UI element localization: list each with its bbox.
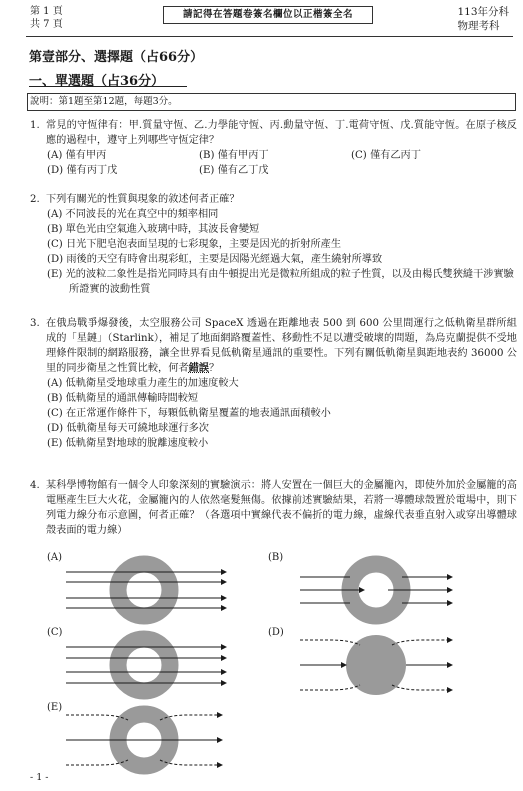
question-number: 4. bbox=[30, 480, 40, 491]
header-page-total: 共 7 頁 bbox=[30, 19, 63, 30]
conducting-sphere bbox=[346, 635, 406, 695]
question-number: 2. bbox=[30, 194, 40, 205]
option-d: (D) 雨後的天空有時會出現彩虹，主要是因陽光經過大氣，產生繞射所導致 bbox=[47, 254, 383, 265]
diagram-e bbox=[66, 714, 222, 766]
option-e: (E) 光的波粒二象性是指光同時具有由牛頓提出光是微粒所組成的粒子性質，以及由楊氏雙狹縫干涉實驗所證實的波動性質 bbox=[47, 269, 514, 295]
diagram-d bbox=[300, 635, 452, 695]
field-line bbox=[392, 685, 452, 690]
question-text: 下列有關光的性質與現象的敘述何者正確？ bbox=[46, 194, 240, 205]
header-notice: 請記得在答題卷簽名欄位以正楷簽全名 bbox=[163, 6, 373, 24]
emphasis-word: 錯誤 bbox=[188, 362, 209, 374]
diagram-label-c: (C) bbox=[47, 627, 63, 638]
header-year-subject: 113年分科 bbox=[457, 6, 509, 18]
diagram-label-e: (E) bbox=[47, 702, 63, 713]
question-text-end: ？ bbox=[209, 363, 220, 374]
field-line bbox=[392, 640, 452, 645]
option-c: (C) 日光下肥皂泡表面呈現的七彩現象，主要是因光的折射所產生 bbox=[47, 239, 342, 250]
option-d: (D) 低軌衛星每天可繞地球運行多次 bbox=[47, 423, 209, 434]
option-a: (A) 不同波長的光在真空中的頻率相同 bbox=[47, 209, 219, 220]
option-b: (B) 低軌衛星的通訊傳輸時間較短 bbox=[47, 393, 199, 404]
header-page-number: 第 1 頁 bbox=[30, 6, 63, 17]
instructions-box: 說明：第1題至第12題，每題3分。 bbox=[27, 93, 516, 111]
field-line bbox=[300, 640, 360, 645]
option-d: (D) 僅有丙丁戊 bbox=[47, 165, 118, 176]
option-e: (E) 僅有乙丁戊 bbox=[199, 165, 269, 176]
diagram-b bbox=[300, 564, 452, 616]
diagram-c bbox=[66, 639, 226, 691]
option-c: (C) 僅有乙丙丁 bbox=[351, 150, 421, 161]
diagram-label-a: (A) bbox=[47, 552, 63, 563]
option-c: (C) 在正常運作條件下，每顆低軌衛星覆蓋的地表通訊面積較小 bbox=[47, 408, 331, 419]
option-b: (B) 單色光由空氣進入玻璃中時，其波長會變短 bbox=[47, 224, 260, 235]
option-a: (A) 僅有甲丙 bbox=[47, 150, 107, 161]
question-text: 常見的守恆律有：甲.質量守恆、乙.力學能守恆、丙.動量守恆、丁.電荷守恆、戊.質能守恆。在原子核反應的過程中，遵守上列哪些守恆定律？ bbox=[46, 120, 517, 146]
page-footer: - 1 - bbox=[30, 772, 49, 783]
question-text: 某科學博物館有一個令人印象深刻的實驗演示：將人安置在一個巨大的金屬籠內，即使外加於金屬籠的高電壓產生巨大火花，金屬籠內的人依然毫髮無傷。依據前述實驗結果，若將一導體球殼置於電場中，則下列電力線分布示意圖，何者正確？（各選項中實線代表不偏折的電力線，虛線代表垂直射入或穿出導體球殼表面的電力線） bbox=[46, 480, 517, 536]
section-title: 一、單選題（占36分） bbox=[29, 74, 165, 89]
header-subject: 物理考科 bbox=[457, 20, 500, 32]
option-a: (A) 低軌衛星受地球重力產生的加速度較大 bbox=[47, 378, 239, 389]
option-b: (B) 僅有甲丙丁 bbox=[199, 150, 269, 161]
question-number: 1. bbox=[30, 120, 40, 131]
field-line bbox=[300, 685, 360, 690]
part-title: 第壹部分、選擇題（占66分） bbox=[29, 50, 204, 65]
option-e: (E) 低軌衛星對地球的脫離速度較小 bbox=[47, 438, 209, 449]
diagram-label-b: (B) bbox=[268, 552, 284, 563]
question-text-main: 在俄烏戰爭爆發後，太空服務公司 SpaceX 透過在距離地表 500 到 600 公里間運行之低軌衛星群所組成的「星鏈」（Starlink），補足了地面網路覆蓋性、移動性不足以遭受破壞的問題，為烏克蘭提供不受地理條件限制的網路服務，讓全世界看見低軌衛星通訊的重要性。下列有關低軌衛星與距地表約 36000 公里的同步衛星之性質比較，何者 bbox=[46, 318, 517, 374]
question-number: 3. bbox=[30, 318, 40, 329]
diagram-a bbox=[66, 564, 226, 616]
diagram-label-d: (D) bbox=[268, 627, 284, 638]
